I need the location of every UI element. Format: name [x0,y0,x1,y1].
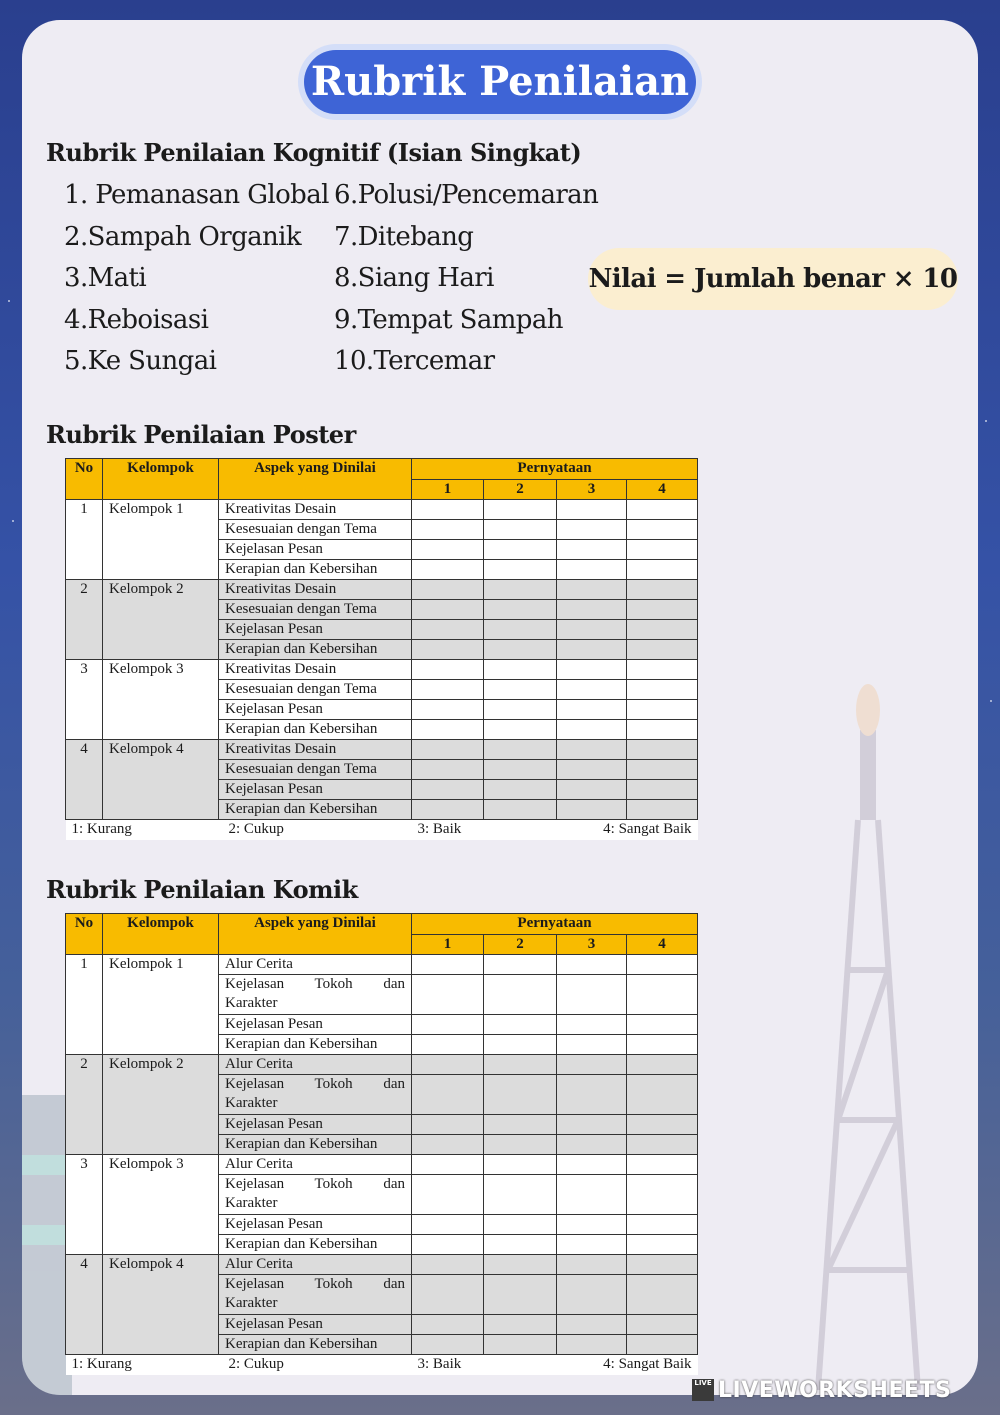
legend-item: 3: Baik [412,1355,557,1376]
header-kelompok: Kelompok [103,459,219,500]
score-cell[interactable] [484,1175,557,1215]
aspect-label: Kerapian dan Kebersihan [219,1235,412,1255]
answer-item: 10.Tercemar [334,346,495,376]
score-cell[interactable] [557,500,627,520]
score-cell[interactable] [412,680,484,700]
answer-item: 4.Reboisasi [64,304,209,335]
score-cell[interactable] [627,955,698,975]
table-row [66,500,698,520]
score-cell[interactable] [412,540,484,560]
score-cell[interactable] [412,520,484,540]
score-cell[interactable] [627,720,698,740]
header-kelompok: Kelompok [103,914,219,955]
aspect-label: Kerapian dan Kebersihan [219,1135,412,1155]
aspect-label: Alur Cerita [219,1155,412,1175]
aspect-label: Kreativitas Desain [219,660,412,680]
answer-item: 9.Tempat Sampah [334,304,563,335]
header-score-1: 1 [412,935,484,955]
score-cell[interactable] [557,660,627,680]
header-row [66,459,698,480]
answer-item: 2.Sampah Organik [64,221,302,252]
poster-rubric-table [65,458,698,840]
score-cell[interactable] [557,1275,627,1315]
legend-item: 2: Cukup [219,820,412,841]
score-cell[interactable] [557,1135,627,1155]
answer-list-left [64,175,329,383]
score-cell[interactable] [412,800,484,820]
worksheet-card [22,20,978,1395]
score-cell[interactable] [557,740,627,760]
header-score-3: 3 [557,935,627,955]
legend-item: 3: Baik [412,820,557,841]
header-pernyataan: Pernyataan [412,459,698,480]
score-cell[interactable] [484,560,557,580]
score-cell[interactable] [627,1215,698,1235]
score-cell[interactable] [484,955,557,975]
score-cell[interactable] [484,720,557,740]
score-cell[interactable] [484,1015,557,1035]
aspect-label: Kesesuaian dengan Tema [219,520,412,540]
score-cell[interactable] [412,1335,484,1355]
header-score-1: 1 [412,480,484,500]
score-cell[interactable] [557,780,627,800]
aspect-label: Kesesuaian dengan Tema [219,760,412,780]
score-cell[interactable] [557,1175,627,1215]
header-score-4: 4 [627,480,698,500]
star [12,520,14,522]
score-cell[interactable] [627,1235,698,1255]
aspect-label: Kreativitas Desain [219,580,412,600]
live-badge: LIVE [692,1379,714,1401]
score-cell[interactable] [412,1235,484,1255]
score-cell[interactable] [627,1075,698,1115]
kognitif-heading: Rubrik Penilaian Kognitif (Isian Singkat) [46,138,582,167]
score-cell[interactable] [412,1255,484,1275]
watermark-text: LIVEWORKSHEETS [718,1377,952,1403]
score-cell[interactable] [412,760,484,780]
score-cell[interactable] [627,740,698,760]
liveworksheets-logo [692,1377,951,1403]
score-cell[interactable] [627,600,698,620]
aspect-label: Alur Cerita [219,955,412,975]
legend-item: 2: Cukup [219,1355,412,1376]
score-cell[interactable] [557,1015,627,1035]
group-number: 1 [66,500,103,580]
score-cell[interactable] [557,560,627,580]
legend-row [66,1355,698,1376]
score-cell[interactable] [627,800,698,820]
score-cell[interactable] [627,1255,698,1275]
score-cell[interactable] [484,600,557,620]
score-cell[interactable] [412,660,484,680]
header-aspek: Aspek yang Dinilai [219,459,412,500]
aspect-label: Kerapian dan Kebersihan [219,720,412,740]
score-cell[interactable] [557,1055,627,1075]
score-cell[interactable] [557,1075,627,1115]
score-cell[interactable] [412,600,484,620]
group-number: 2 [66,580,103,660]
group-name: Kelompok 1 [103,500,219,580]
score-formula: Nilai = Jumlah benar × 10 [588,248,958,310]
score-cell[interactable] [627,1275,698,1315]
oil-rig-illustration [778,670,958,1390]
score-cell[interactable] [412,700,484,720]
score-cell[interactable] [484,660,557,680]
table-row [66,660,698,680]
score-cell[interactable] [412,580,484,600]
group-name: Kelompok 4 [103,740,219,820]
score-cell[interactable] [627,560,698,580]
score-cell[interactable] [412,720,484,740]
score-cell[interactable] [557,800,627,820]
score-cell[interactable] [627,1135,698,1155]
aspect-label: Alur Cerita [219,1055,412,1075]
score-cell[interactable] [412,1315,484,1335]
score-cell[interactable] [412,1035,484,1055]
score-cell[interactable] [484,1275,557,1315]
score-cell[interactable] [484,500,557,520]
score-cell[interactable] [484,1135,557,1155]
score-cell[interactable] [557,1335,627,1355]
score-cell[interactable] [557,600,627,620]
group-number: 4 [66,1255,103,1355]
legend-item: 1: Kurang [66,820,219,841]
score-cell[interactable] [412,1155,484,1175]
aspect-label: Kejelasan Pesan [219,1115,412,1135]
group-name: Kelompok 4 [103,1255,219,1355]
score-cell[interactable] [412,1055,484,1075]
aspect-label: Kerapian dan Kebersihan [219,560,412,580]
score-cell[interactable] [627,760,698,780]
score-cell[interactable] [627,1115,698,1135]
header-no: No [66,459,103,500]
score-cell[interactable] [627,780,698,800]
score-cell[interactable] [484,740,557,760]
score-cell[interactable] [412,975,484,1015]
table-row [66,740,698,760]
group-name: Kelompok 2 [103,1055,219,1155]
answer-item: 8.Siang Hari [334,263,494,293]
score-cell[interactable] [627,1035,698,1055]
score-cell[interactable] [627,640,698,660]
score-cell[interactable] [484,1255,557,1275]
score-cell[interactable] [627,660,698,680]
score-cell[interactable] [627,1055,698,1075]
score-cell[interactable] [627,975,698,1015]
group-number: 2 [66,1055,103,1155]
score-cell[interactable] [627,520,698,540]
score-cell[interactable] [557,540,627,560]
table-row [66,955,698,975]
score-cell[interactable] [412,640,484,660]
score-cell[interactable] [484,1055,557,1075]
group-number: 1 [66,955,103,1055]
score-cell[interactable] [412,620,484,640]
header-aspek: Aspek yang Dinilai [219,914,412,955]
header-score-4: 4 [627,935,698,955]
score-cell[interactable] [484,1155,557,1175]
score-cell[interactable] [484,520,557,540]
aspect-label: Alur Cerita [219,1255,412,1275]
score-cell[interactable] [484,1115,557,1135]
aspect-label: Kejelasan Pesan [219,540,412,560]
group-number: 3 [66,1155,103,1255]
score-cell[interactable] [557,955,627,975]
answer-item: 3.Mati [64,263,147,293]
group-number: 3 [66,660,103,740]
answer-item: 1. Pemanasan Global [64,180,329,210]
score-cell[interactable] [627,680,698,700]
score-cell[interactable] [484,1215,557,1235]
komik-rubric-table [65,913,698,1375]
score-cell[interactable] [627,1335,698,1355]
group-name: Kelompok 1 [103,955,219,1055]
score-cell[interactable] [557,720,627,740]
aspect-label: Kejelasan Tokoh dan Karakter [219,1175,412,1215]
score-cell[interactable] [484,680,557,700]
header-pernyataan: Pernyataan [412,914,698,935]
aspect-label: Kejelasan Tokoh dan Karakter [219,975,412,1015]
score-cell[interactable] [627,1175,698,1215]
answer-item: 5.Ke Sungai [64,346,217,376]
komik-heading: Rubrik Penilaian Komik [46,875,358,904]
table-row [66,580,698,600]
aspect-label: Kreativitas Desain [219,740,412,760]
aspect-label: Kerapian dan Kebersihan [219,1335,412,1355]
aspect-label: Kesesuaian dengan Tema [219,600,412,620]
aspect-label: Kejelasan Tokoh dan Karakter [219,1275,412,1315]
score-cell[interactable] [412,1275,484,1315]
score-cell[interactable] [627,620,698,640]
star [8,300,10,302]
poster-heading: Rubrik Penilaian Poster [46,420,356,449]
aspect-label: Kejelasan Pesan [219,620,412,640]
header-score-2: 2 [484,935,557,955]
score-cell[interactable] [412,1115,484,1135]
score-cell[interactable] [412,1215,484,1235]
group-number: 4 [66,740,103,820]
score-cell[interactable] [412,740,484,760]
score-cell[interactable] [412,955,484,975]
score-cell[interactable] [484,1315,557,1335]
score-cell[interactable] [557,1255,627,1275]
score-cell[interactable] [484,1235,557,1255]
score-cell[interactable] [484,640,557,660]
answer-item: 6.Polusi/Pencemaran [334,180,599,210]
header-row [66,914,698,935]
score-cell[interactable] [412,1175,484,1215]
aspect-label: Kesesuaian dengan Tema [219,680,412,700]
score-cell[interactable] [627,1155,698,1175]
score-cell[interactable] [484,1075,557,1115]
legend-item: 4: Sangat Baik [557,820,698,841]
score-cell[interactable] [557,580,627,600]
answer-item: 7.Ditebang [334,221,474,252]
score-cell[interactable] [557,640,627,660]
aspect-label: Kerapian dan Kebersihan [219,1035,412,1055]
score-cell[interactable] [484,700,557,720]
aspect-label: Kejelasan Tokoh dan Karakter [219,1075,412,1115]
aspect-label: Kreativitas Desain [219,500,412,520]
group-name: Kelompok 3 [103,1155,219,1255]
score-cell[interactable] [412,1135,484,1155]
score-cell[interactable] [627,540,698,560]
score-cell[interactable] [627,580,698,600]
star [985,420,987,422]
answer-list-right [334,175,598,383]
score-cell[interactable] [557,1115,627,1135]
score-cell[interactable] [412,1075,484,1115]
score-cell[interactable] [484,540,557,560]
score-cell[interactable] [557,1215,627,1235]
score-cell[interactable] [627,700,698,720]
score-cell[interactable] [484,1335,557,1355]
header-score-2: 2 [484,480,557,500]
table-row [66,1255,698,1275]
score-cell[interactable] [412,500,484,520]
score-cell[interactable] [484,975,557,1015]
score-cell[interactable] [557,680,627,700]
star [990,700,992,702]
header-score-3: 3 [557,480,627,500]
score-cell[interactable] [557,975,627,1015]
group-name: Kelompok 2 [103,580,219,660]
score-cell[interactable] [557,700,627,720]
table-row [66,1055,698,1075]
score-cell[interactable] [484,800,557,820]
aspect-label: Kejelasan Pesan [219,1015,412,1035]
score-cell[interactable] [484,620,557,640]
score-cell[interactable] [557,1155,627,1175]
score-cell[interactable] [484,760,557,780]
header-no: No [66,914,103,955]
score-cell[interactable] [412,560,484,580]
legend-row [66,820,698,841]
legend-item: 1: Kurang [66,1355,219,1376]
aspect-label: Kerapian dan Kebersihan [219,800,412,820]
group-name: Kelompok 3 [103,660,219,740]
score-cell[interactable] [412,1015,484,1035]
aspect-label: Kejelasan Pesan [219,700,412,720]
score-cell[interactable] [627,1315,698,1335]
score-cell[interactable] [484,1035,557,1055]
aspect-label: Kejelasan Pesan [219,1315,412,1335]
score-cell[interactable] [557,620,627,640]
score-cell[interactable] [557,760,627,780]
table-row [66,1155,698,1175]
score-cell[interactable] [627,1015,698,1035]
score-cell[interactable] [557,1035,627,1055]
score-cell[interactable] [484,580,557,600]
aspect-label: Kejelasan Pesan [219,780,412,800]
page-title: Rubrik Penilaian [304,50,696,114]
score-cell[interactable] [627,500,698,520]
aspect-label: Kerapian dan Kebersihan [219,640,412,660]
aspect-label: Kejelasan Pesan [219,1215,412,1235]
score-cell[interactable] [557,1235,627,1255]
score-cell[interactable] [484,780,557,800]
score-cell[interactable] [557,520,627,540]
score-cell[interactable] [557,1315,627,1335]
legend-item: 4: Sangat Baik [557,1355,698,1376]
score-cell[interactable] [412,780,484,800]
